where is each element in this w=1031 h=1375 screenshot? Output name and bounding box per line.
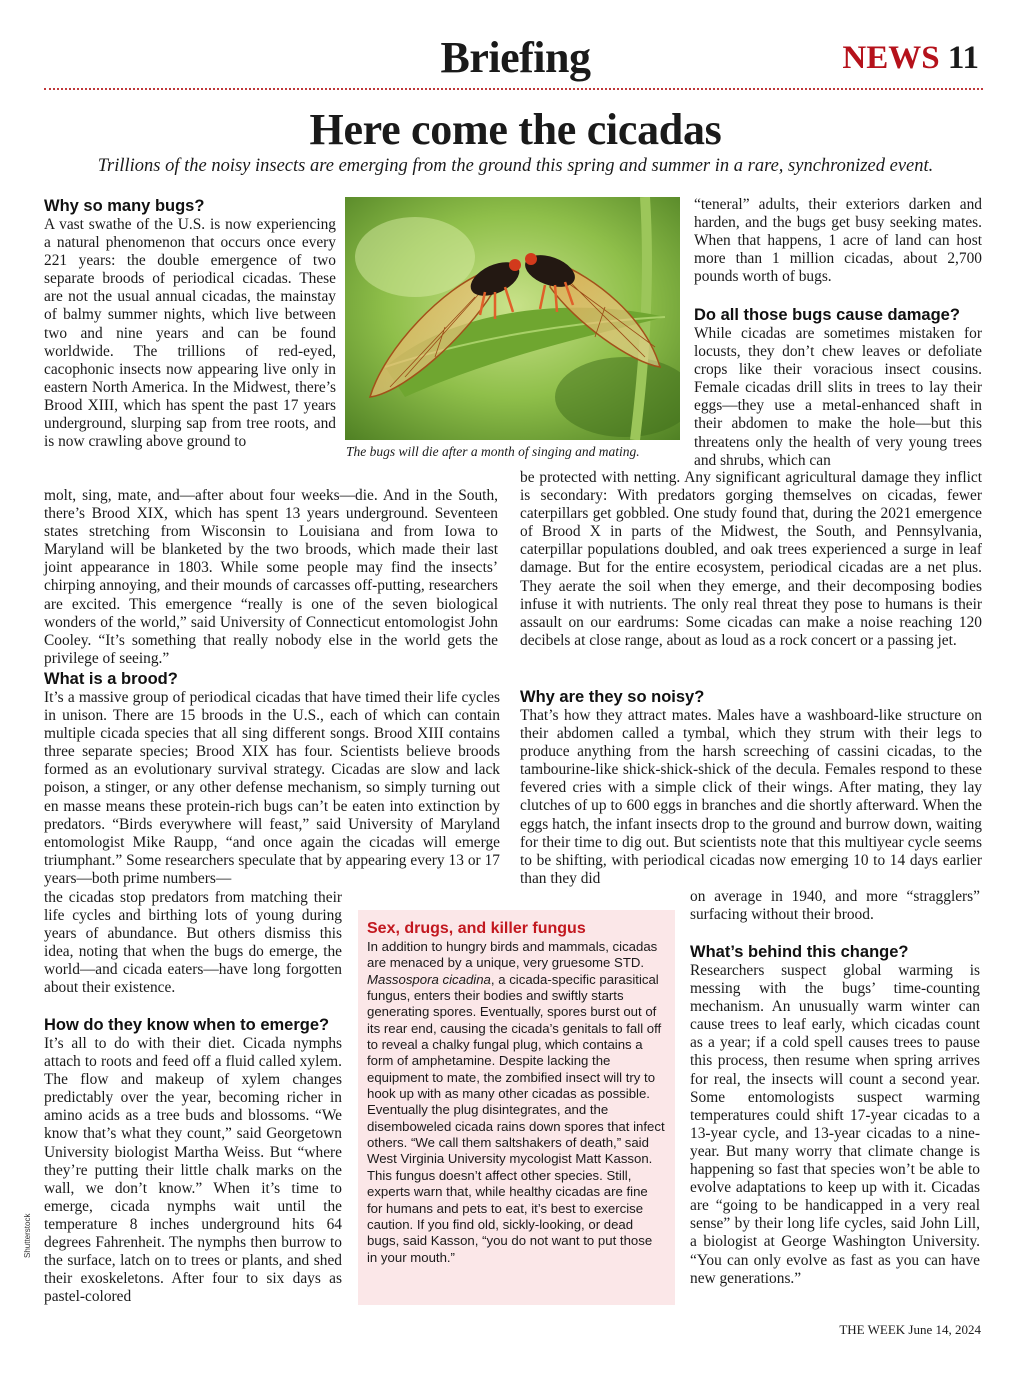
section-title: Briefing: [440, 33, 591, 82]
body-text: on average in 1940, and more “stragglers” surfacing without their brood.: [690, 888, 980, 924]
body-text: A vast swathe of the U.S. is now experiencing a natural phenomenon that occurs once every 221 years: the double emergence of two separate broods of periodical cicadas. These are not the usual annual cicadas, the mainstay of balmy summer nights, which live between two and nine years and can be found worldwide. The trillions of red-eyed, cacophonic insects now appearing live only in eastern North America. In the Midwest, there’s Brood XIII, which has spent the past 17 years underground, slurping sap from tree roots, and is now crawling above ground to: [44, 216, 336, 451]
section-heading: Why so many bugs?: [44, 197, 205, 215]
issue-date: June 14, 2024: [908, 1322, 981, 1337]
section-heading: Why are they so noisy?: [520, 688, 705, 706]
photo-credit: Shutterstock: [23, 1213, 32, 1258]
section-brood-continued: [44, 889, 342, 998]
sidebar-body: [367, 939, 665, 1266]
section-why-many: [44, 196, 336, 451]
body-text: While cicadas are sometimes mistaken for locusts, they don’t chew leaves or defoliate crops like their voracious insect cousins. Female cicadas drill slits in trees to lay their eggs—they use a metal-enhanced shaft in their abdomen to make the hole—but this threatens only the health of very young trees and shrubs, which can: [694, 325, 982, 469]
body-text: “teneral” adults, their exteriors darken and harden, and the bugs get busy seeking mates. When that happens, 1 acre of land can host more than 1 million cicadas, about 2,700 pounds worth of bugs.: [694, 196, 982, 286]
section-change: [690, 942, 980, 1288]
section-noisy-continued: [690, 888, 980, 924]
section-damage-continued: [520, 469, 982, 650]
page-number: 11: [947, 40, 979, 76]
section-heading: What is a brood?: [44, 670, 178, 688]
section-emerge: [44, 1015, 342, 1306]
photo-caption: The bugs will die after a month of singing and mating.: [346, 444, 640, 459]
news-page-label: [842, 40, 979, 77]
cicada-photo: [345, 197, 680, 440]
body-text: be protected with netting. Any significant agricultural damage they inflict is secondary: With predators gorging themselves on cicadas, fewer caterpillars get gobbled. One study found that, during the 2021 emergence of Brood X in parts of the Midwest, the South, and Pennsylvania, caterpillar populations doubled, and oak trees experienced a surge in leaf damage. But for the entire ecosystem, periodical cicadas are a net plus. They aerate the soil when they emerge, and their decomposing bodies infuse it with nutrients. The only real threat they pose to humans is their assault on our eardrums: Some cicadas can make a noise reaching 120 decibels at close range, about as loud as a rock concert or a passing jet.: [520, 469, 982, 649]
section-heading: What’s behind this change?: [690, 943, 909, 961]
body-text: It’s a massive group of periodical cicadas that have timed their life cycles in unison. There are 15 broods in the U.S., each of which can contain multiple cicada species that all sing different songs. Brood XIII contains three separate species; Brood XIX has four. Scientists believe broods formed as an evolutionary survival strategy. Cicadas are slow and lack poison, a stinger, or any other defense mechanism, so simply turning out en masse means these protein-rich bugs can’t be eaten into extinction by predators. “Birds everywhere will feast,” said University of Maryland entomologist Mike Raupp, “and once again the cicadas will emerge triumphant.” Some researchers speculate that by appearing every 13 or 17 years—both prime numbers—: [44, 689, 500, 887]
publication-name: THE WEEK: [839, 1322, 906, 1337]
sidebar-text: In addition to hungry birds and mammals, cicadas are menaced by a unique, very gruesome STD.: [367, 939, 658, 971]
body-text: molt, sing, mate, and—after about four weeks—die. And in the South, there’s Brood XIX, which has spent 13 years underground. Seventeen states stretching from Wisconsin to Louisiana and from Iowa to Maryland will be blanketed by the two broods, which made their last joint appearance in 1803. While some people may find the insects’ chirping annoying, and their mounds of carcasses off-putting, researchers are excited. This emergence “really is one of the seven biological wonders of the world,” said University of Connecticut entomologist John Cooley. “It’s something that really nobody else in the world gets the privilege of seeing.”: [44, 487, 498, 667]
section-heading: Do all those bugs cause damage?: [694, 306, 960, 324]
article-deck: Trillions of the noisy insects are emerging from the ground this spring and summer in a rare, synchronized event.: [97, 156, 934, 176]
sidebar-box: [358, 910, 675, 1305]
sidebar-title: Sex, drugs, and killer fungus: [367, 920, 586, 937]
body-text: the cicadas stop predators from matching their life cycles and birthing lots of young during years of abundance. But others dismiss this idea, noting that when the bugs do emerge, the world—and cicada eaters—have long forgotten about their existence.: [44, 889, 342, 997]
article-headline: Here come the cicadas: [309, 105, 722, 154]
section-damage: [694, 305, 982, 470]
page-footer: [839, 1322, 981, 1338]
body-text: That’s how they attract mates. Males have a washboard-like structure on their abdomen called a tymbal, which they strum with their legs to produce anything from the harsh screeching of cassini cicadas, to the tambourine-like shick-shick-shick of the decula. Females respond to these fevered cries with a simple click of their wings. After mating, they lay clutches of up to 600 eggs in branches and die shortly afterward. When the eggs hatch, the infant insects drop to the ground and burrow down, waiting for their time to dig out. But scientists note that this multiyear cycle seems to be shifting, with periodical cicadas now emerging 10 to 14 days earlier than they did: [520, 707, 982, 887]
body-text: Researchers suspect global warming is messing with the bugs’ time-counting mechanism. An unusually warm winter can cause trees to leaf early, which cicadas count as a year; if a cold spell causes trees to pause this process, then resume when spring arrives for real, the insects will count a second year. Some entomologists suspect warming temperatures could shift 17-year cicadas to a 13-year cycle, and 13-year cicadas to a nine-year. But many worry that climate change is happening so fast that species won’t be able to evolve adaptations to keep up with it. Cicadas are “going to be handicapped in a very real sense” by their long life cycles, said John Lill, a biologist at George Washington University. “You can only evolve as fast as you can have new generations.”: [690, 962, 980, 1287]
section-teneral: [694, 196, 982, 286]
cicada-image: [345, 197, 680, 440]
sidebar-italic-term: Massospora cicadina: [367, 971, 491, 987]
section-heading: How do they know when to emerge?: [44, 1016, 330, 1034]
header-divider: [44, 88, 983, 90]
section-why-many-continued: [44, 487, 498, 668]
news-label: NEWS: [842, 40, 940, 76]
section-brood: [44, 669, 500, 888]
body-text: It’s all to do with their diet. Cicada nymphs attach to roots and feed off a fluid called xylem. The flow and makeup of xylem changes predictably over the year, becoming richer in amino acids as a tree buds and blossoms. “We know that’s what they count,” said Georgetown University biologist Martha Weiss. But “where they’re putting their little chalk marks on the wall, we don’t know.” When it’s time to emerge, cicada nymphs wait until the temperature 8 inches underground hits 64 degrees Fahrenheit. The nymphs then burrow to the surface, latch on to trees or plants, and shed their exoskeletons. After four to six days as pastel-colored: [44, 1035, 342, 1306]
sidebar-text-continued: , a cicada-specific parasitical fungus, enters their bodies and swiftly starts generating spores. Eventually, spores burst out of its rear end, causing the cicada’s genitals to fall off to reveal a chalky fungal plug, which contains a form of amphetamine. Despite lacking the equipment to mate, the zombified insect will try to hook up with as many other cicadas as possible. Eventually the plug disintegrates, and the disemboweled cicada rains down spores that infect others. “We call them saltshakers of death,” said West Virginia University mycologist Matt Kasson. This fungus doesn’t affect other species. Still, experts warn that, while healthy cicadas are fine for humans and pets to eat, it’s best to exercise caution. If you find old, sickly-looking, or dead bugs, said Kasson, “you do not want to put those in your mouth.”: [367, 971, 665, 1265]
section-noisy: [520, 687, 982, 888]
